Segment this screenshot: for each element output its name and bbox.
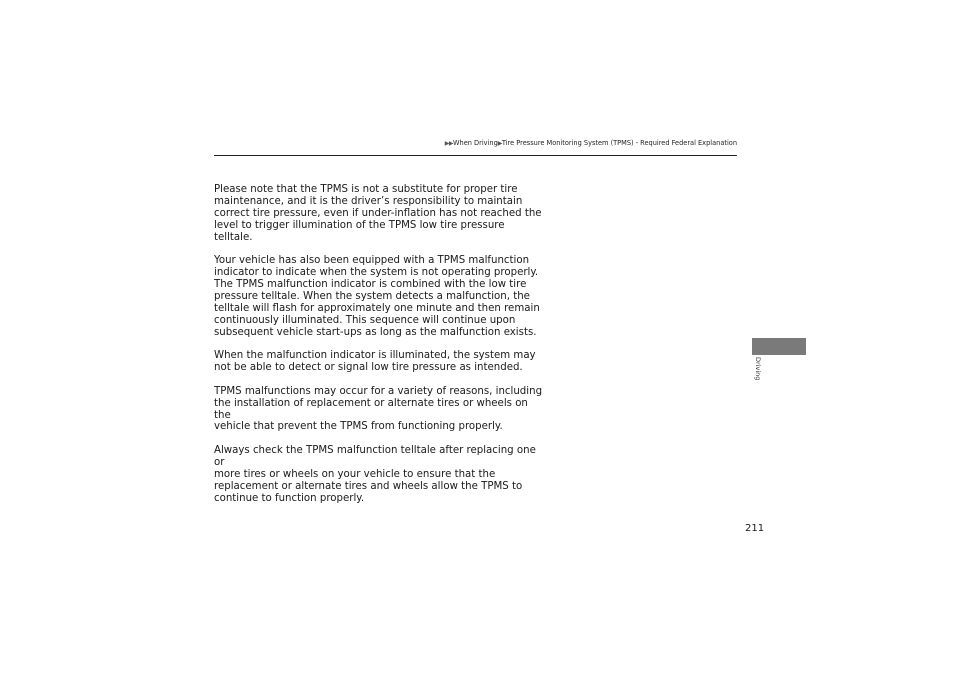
chapter-label: Driving <box>754 357 762 381</box>
breadcrumb-topic: Tire Pressure Monitoring System (TPMS) - Required Federal Explanation <box>501 139 737 147</box>
body-text <box>214 184 544 516</box>
breadcrumb-section: When Driving <box>453 139 498 147</box>
double-arrow-icon: ▶▶ <box>444 140 454 147</box>
arrow-icon: ▶ <box>497 140 502 147</box>
paragraph: TPMS malfunctions may occur for a variety of reasons, including the installation of replacement or alternate tires or wheels on the vehicle that prevent the TPMS from functioning properly. <box>214 385 543 433</box>
chapter-tab <box>752 338 806 355</box>
paragraph: Always check the TPMS malfunction telltale after replacing one or more tires or wheels on your vehicle to ensure that the replacement or alternate tires and wheels allow the TPMS to continue to function properly. <box>214 445 536 504</box>
paragraph: Please note that the TPMS is not a substitute for proper tire maintenance, and it is the driver’s responsibility to maintain correct tire pressure, even if under-inflation has not reached the level to trigger illumination of the TPMS low tire pressure telltale. <box>214 184 542 243</box>
page-number: 211 <box>745 523 765 534</box>
paragraph: When the malfunction indicator is illuminated, the system may not be able to detect or signal low tire pressure as intended. <box>214 350 536 374</box>
paragraph: Your vehicle has also been equipped with a TPMS malfunction indicator to indicate when the system is not operating properly. The TPMS malfunction indicator is combined with the low tire pressure telltale. When the system detects a malfunction, the telltale will flash for approximately one minute and then remain continuously illuminated. This sequence will continue upon subsequent vehicle start-ups as long as the malfunction exists. <box>214 255 540 338</box>
breadcrumb <box>445 138 737 149</box>
header-divider <box>214 155 737 156</box>
